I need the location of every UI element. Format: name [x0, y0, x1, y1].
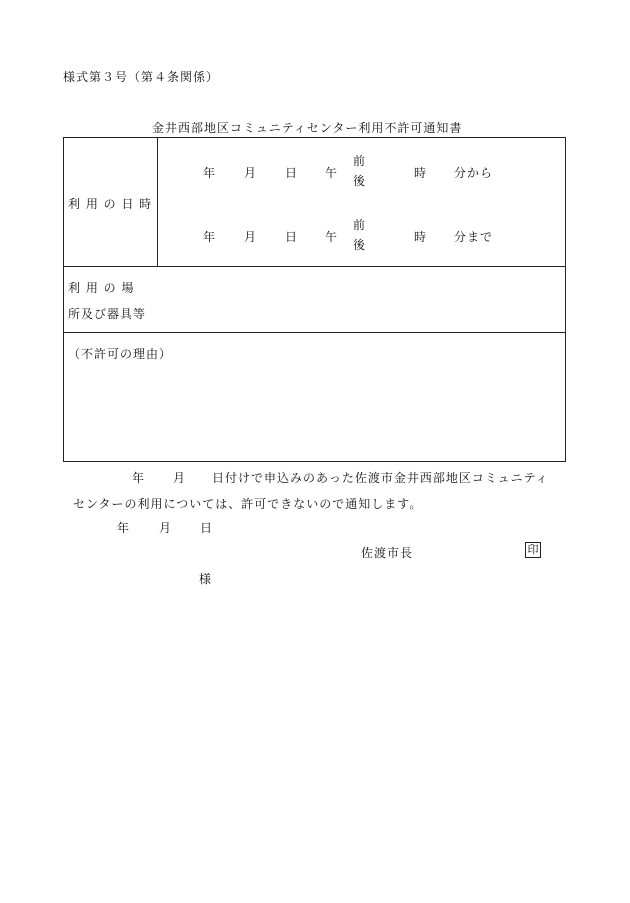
start-year-unit: 年 [203, 166, 216, 180]
start-noon-unit: 午 [325, 166, 338, 180]
seal-mark: 印 [525, 542, 541, 558]
reason-label: （不許可の理由） [68, 347, 173, 361]
place-label-line1: 利 用 の 場 [68, 281, 135, 295]
issue-year-unit: 年 [117, 521, 130, 535]
end-hour-unit: 時 [414, 230, 427, 244]
end-am-option: 前 [353, 218, 366, 232]
notice-table [63, 137, 566, 462]
table-row-divider [64, 332, 565, 333]
start-minute-suffix: 分から [454, 166, 494, 180]
end-day-unit: 日 [285, 230, 298, 244]
recipient-suffix: 様 [199, 572, 212, 586]
document-title: 金井西部地区コミュニティセンター利用不許可通知書 [152, 121, 463, 135]
body-text-line1: 日付けで申込みのあった佐渡市金井西部地区コミュニティ [212, 471, 549, 485]
issue-month-unit: 月 [159, 521, 172, 535]
end-year-unit: 年 [203, 230, 216, 244]
table-row-divider [64, 266, 565, 267]
body-month-unit: 月 [173, 471, 186, 485]
start-month-unit: 月 [244, 166, 257, 180]
start-day-unit: 日 [285, 166, 298, 180]
end-minute-suffix: 分まで [454, 230, 494, 244]
start-pm-option: 後 [353, 174, 366, 188]
start-hour-unit: 時 [414, 166, 427, 180]
body-text-line2: センターの利用については、許可できないので通知します。 [73, 497, 423, 511]
place-label-line2: 所及び器具等 [68, 307, 147, 321]
form-number: 様式第３号（第４条関係） [63, 70, 220, 84]
start-am-option: 前 [353, 154, 366, 168]
end-month-unit: 月 [244, 230, 257, 244]
table-column-divider [157, 138, 158, 266]
end-pm-option: 後 [353, 238, 366, 252]
issue-day-unit: 日 [200, 521, 213, 535]
issuer-title: 佐渡市長 [361, 546, 414, 560]
datetime-label: 利 用 の 日 時 [68, 197, 153, 211]
body-year-unit: 年 [132, 471, 145, 485]
end-noon-unit: 午 [325, 230, 338, 244]
